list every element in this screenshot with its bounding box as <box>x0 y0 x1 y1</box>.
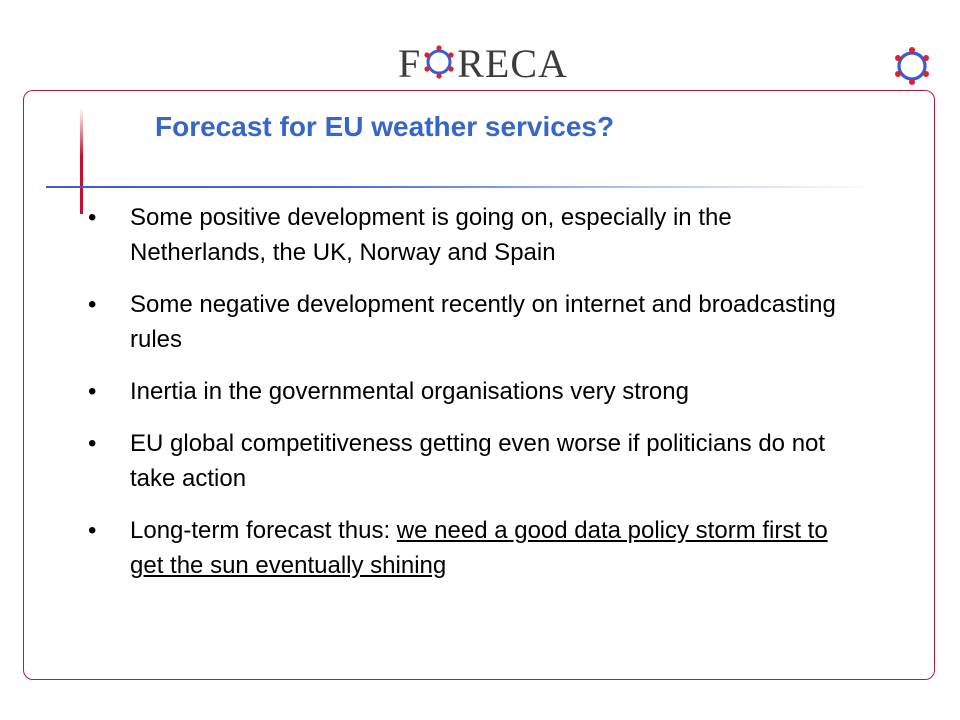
bullet-item <box>88 287 858 357</box>
bullet-list <box>88 200 858 600</box>
bullet-item <box>88 374 858 409</box>
corner-brand-icon <box>891 45 933 92</box>
decorative-horizontal-line <box>46 186 876 188</box>
bullet-item <box>88 200 858 270</box>
bullet-text: Inertia in the governmental organisations very strong <box>130 378 689 405</box>
bullet-item <box>88 513 858 583</box>
logo-text-right: RECA <box>457 41 568 86</box>
bullet-text: Long-term forecast thus: <box>130 517 397 544</box>
decorative-vertical-line <box>80 108 83 214</box>
bullet-text: Some negative development recently on internet and broadcasting rules <box>130 291 836 353</box>
bullet-text: Some positive development is going on, especially in the Netherlands, the UK, Norway and Spain <box>130 204 732 266</box>
foreca-logo <box>398 40 568 88</box>
bullet-item <box>88 426 858 496</box>
bullet-text: EU global competitiveness getting even worse if politicians do not take action <box>130 430 826 492</box>
slide-title: Forecast for EU weather services? <box>155 111 615 142</box>
logo-text-left: F <box>398 41 422 86</box>
foreca-sun-ring-icon <box>423 45 455 84</box>
bullet-underlined-text: we need a good data policy storm first to get the sun eventually shining <box>130 517 828 579</box>
